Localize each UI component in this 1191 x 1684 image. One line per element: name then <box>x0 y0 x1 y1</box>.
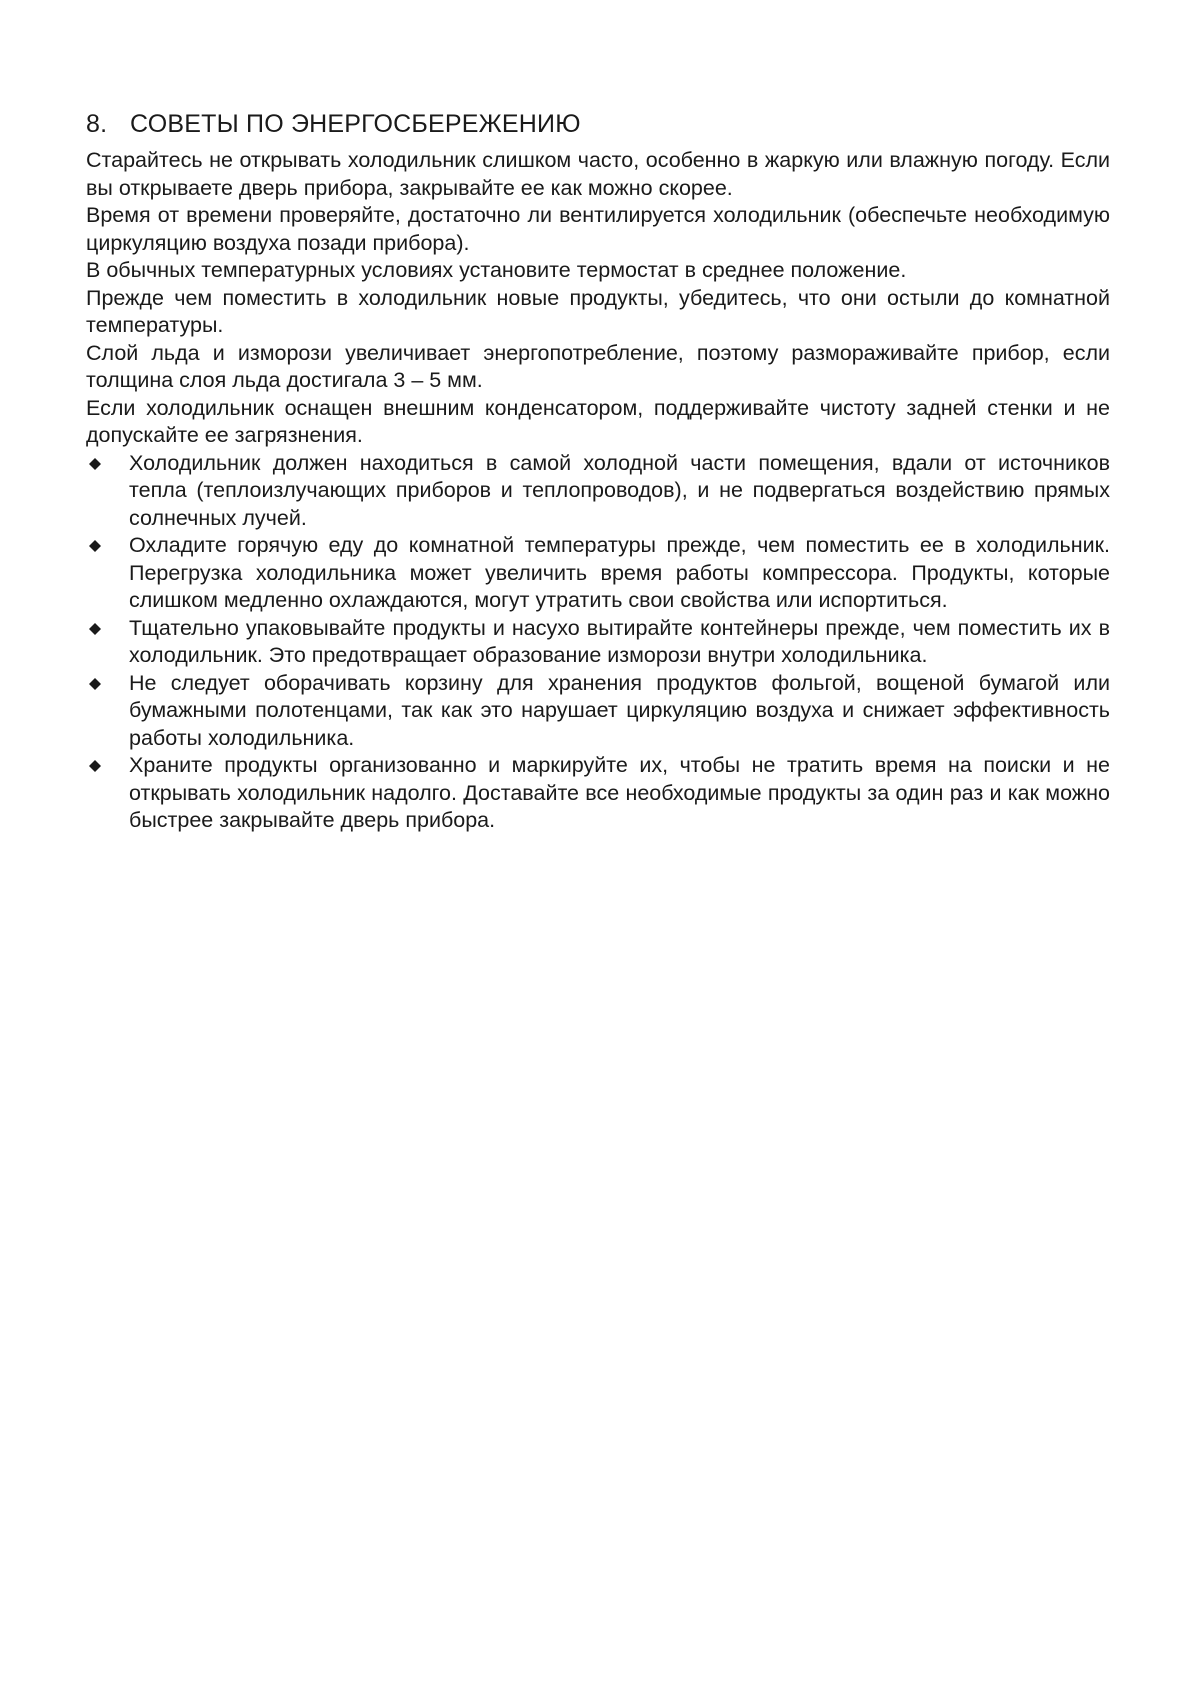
document-page <box>86 106 1110 835</box>
paragraph-1: Старайтесь не открывать холодильник слишком часто, особенно в жаркую или влажную погоду. Если вы открываете дверь прибора, закрывайте ее как можно скорее. <box>86 148 1110 200</box>
tips-list <box>86 450 1110 835</box>
section-number: 8. <box>86 110 108 138</box>
list-item-text: Храните продукты организованно и маркируйте их, чтобы не тратить время на поиски и не открывать холодильник надолго. Доставайте все необходимые продукты за один раз и как можно быстрее закрывайте дверь прибора. <box>129 753 1110 832</box>
diamond-bullet-icon <box>89 458 101 470</box>
diamond-bullet-icon <box>89 760 101 772</box>
diamond-bullet-icon <box>89 678 101 690</box>
list-item <box>86 532 1110 615</box>
paragraph-5: Слой льда и изморози увеличивает энергопотребление, поэтому размораживайте прибор, если толщина слоя льда достигала 3 – 5 мм. <box>86 340 1110 392</box>
paragraph-2: Время от времени проверяйте, достаточно ли вентилируется холодильник (обеспечьте необходимую циркуляцию воздуха позади прибора). <box>86 203 1110 255</box>
list-item-text: Охладите горячую еду до комнатной температуры прежде, чем поместить ее в холодильник. Перегрузка холодильника может увеличить время работы компрессора. Продукты, которые слишком медленно охлаждаются, могут утратить свои свойства или испортиться. <box>129 533 1110 612</box>
intro-paragraphs <box>86 147 1110 450</box>
diamond-bullet-icon <box>89 623 101 635</box>
list-item-text: Не следует оборачивать корзину для хранения продуктов фольгой, вощеной бумагой или бумажными полотенцами, так как это нарушает циркуляцию воздуха и снижает эффективность работы холодильника. <box>129 670 1110 750</box>
list-item <box>86 615 1110 670</box>
list-item-text: Холодильник должен находиться в самой холодной части помещения, вдали от источников тепла (теплоизлучающих приборов и теплопроводов), и не подвергаться воздействию прямых солнечных лучей. <box>129 450 1110 530</box>
section-title: СОВЕТЫ ПО ЭНЕРГОСБЕРЕЖЕНИЮ <box>130 110 581 138</box>
paragraph-4: Прежде чем поместить в холодильник новые продукты, убедитесь, что они остыли до комнатной температуры. <box>86 285 1110 337</box>
list-item <box>86 450 1110 533</box>
diamond-bullet-icon <box>89 540 101 552</box>
list-item <box>86 752 1110 835</box>
list-item <box>86 670 1110 753</box>
list-item-text: Тщательно упаковывайте продукты и насухо вытирайте контейнеры прежде, чем поместить их в холодильник. Это предотвращает образование изморози внутри холодильника. <box>129 615 1110 667</box>
section-heading <box>86 106 1110 142</box>
paragraph-3: В обычных температурных условиях установите термостат в среднее положение. <box>86 258 907 282</box>
paragraph-6: Если холодильник оснащен внешним конденсатором, поддерживайте чистоту задней стенки и не допускайте ее загрязнения. <box>86 395 1110 447</box>
